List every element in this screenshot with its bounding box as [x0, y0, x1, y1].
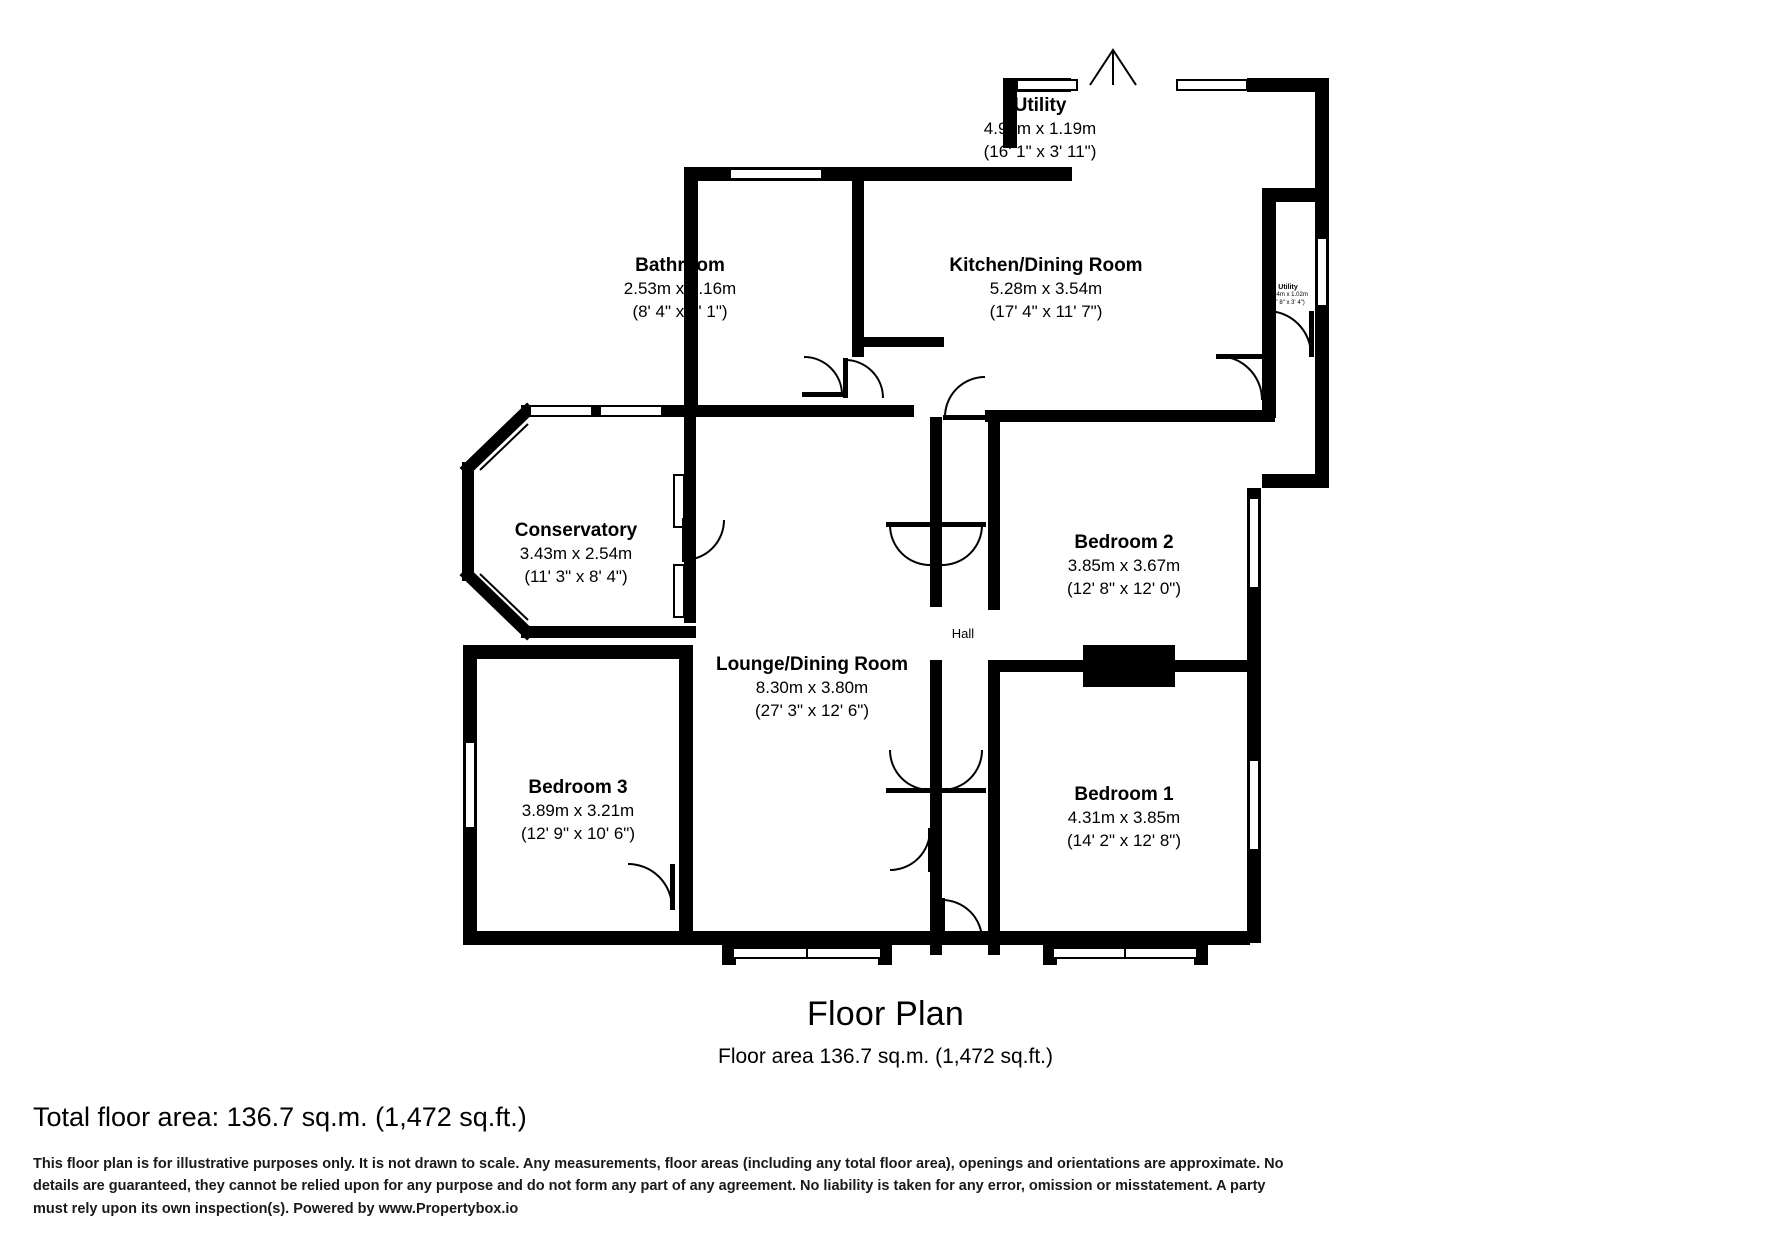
disclaimer-text: This floor plan is for illustrative purposes only. It is not drawn to scale. Any measurements, floor areas (including any total floor area), openings and orientations are approximate. No details are guaranteed, they cannot be relied upon for any purpose and do not form any part of any agreement. No liability is taken for any error, omission or misstatement. A party must rely upon its own inspection(s). Powered by www.Propertybox.io: [33, 1156, 1284, 1217]
room-label-bedroom-3: [521, 775, 635, 845]
room-metric: 4.31m x 3.85m: [1067, 808, 1181, 828]
room-metric: 5.28m x 3.54m: [989, 279, 1103, 299]
room-imperial: (27' 3" x 12' 6"): [754, 700, 870, 720]
room-name: Lounge/Dining Room: [715, 654, 909, 675]
room-imperial: (12' 9" x 10' 6"): [520, 823, 636, 843]
room-metric: 2.34m x 1.02m: [1268, 292, 1308, 299]
room-label-bedroom-2: [1067, 530, 1181, 600]
room-name: Bathroom: [635, 255, 725, 276]
room-label-kitchen-dining-room: [949, 253, 1142, 323]
room-metric: 4.90m x 1.19m: [983, 119, 1097, 139]
room-label-conservatory: [515, 518, 638, 588]
room-name: Utility: [1013, 95, 1067, 116]
room-label-utility-small: [1268, 283, 1308, 308]
room-label-utility: [984, 93, 1097, 163]
room-name: Bedroom 2: [1074, 532, 1174, 553]
room-name: Conservatory: [514, 520, 638, 541]
room-name: Bedroom 1: [1074, 784, 1174, 805]
room-name: Utility: [1278, 284, 1298, 291]
total-floor-area: Total floor area: 136.7 sq.m. (1,472 sq.ft.): [33, 1102, 527, 1132]
room-name: Bedroom 3: [528, 777, 628, 798]
room-metric: 3.89m x 3.21m: [521, 801, 635, 821]
room-imperial: (12' 8" x 12' 0"): [1066, 578, 1182, 598]
room-label-bathroom: [624, 253, 736, 323]
room-imperial: (16' 1" x 3' 11"): [983, 141, 1097, 161]
floor-area-subtitle: Floor area 136.7 sq.m. (1,472 sq.ft.): [718, 1045, 1053, 1068]
room-imperial: (11' 3" x 8' 4"): [524, 566, 628, 586]
room-metric: 3.85m x 3.67m: [1067, 556, 1181, 576]
room-imperial: (7' 8" x 3' 4"): [1271, 300, 1305, 307]
room-imperial: (17' 4" x 11' 7"): [989, 301, 1103, 321]
room-imperial: (14' 2" x 12' 8"): [1066, 830, 1182, 850]
room-metric: 3.43m x 2.54m: [519, 544, 633, 564]
room-metric: 2.53m x 2.16m: [623, 279, 737, 299]
room-name: Kitchen/Dining Room: [949, 255, 1143, 276]
room-label-bedroom-1: [1067, 782, 1181, 852]
page-title: Floor Plan: [807, 995, 964, 1033]
room-metric: 8.30m x 3.80m: [755, 678, 869, 698]
room-label-hall: [952, 625, 974, 642]
room-name: Hall: [951, 626, 975, 641]
title-block: [0, 995, 1771, 1069]
room-label-lounge-dining-room: [716, 652, 908, 722]
room-imperial: (8' 4" x 7' 1"): [632, 301, 728, 321]
